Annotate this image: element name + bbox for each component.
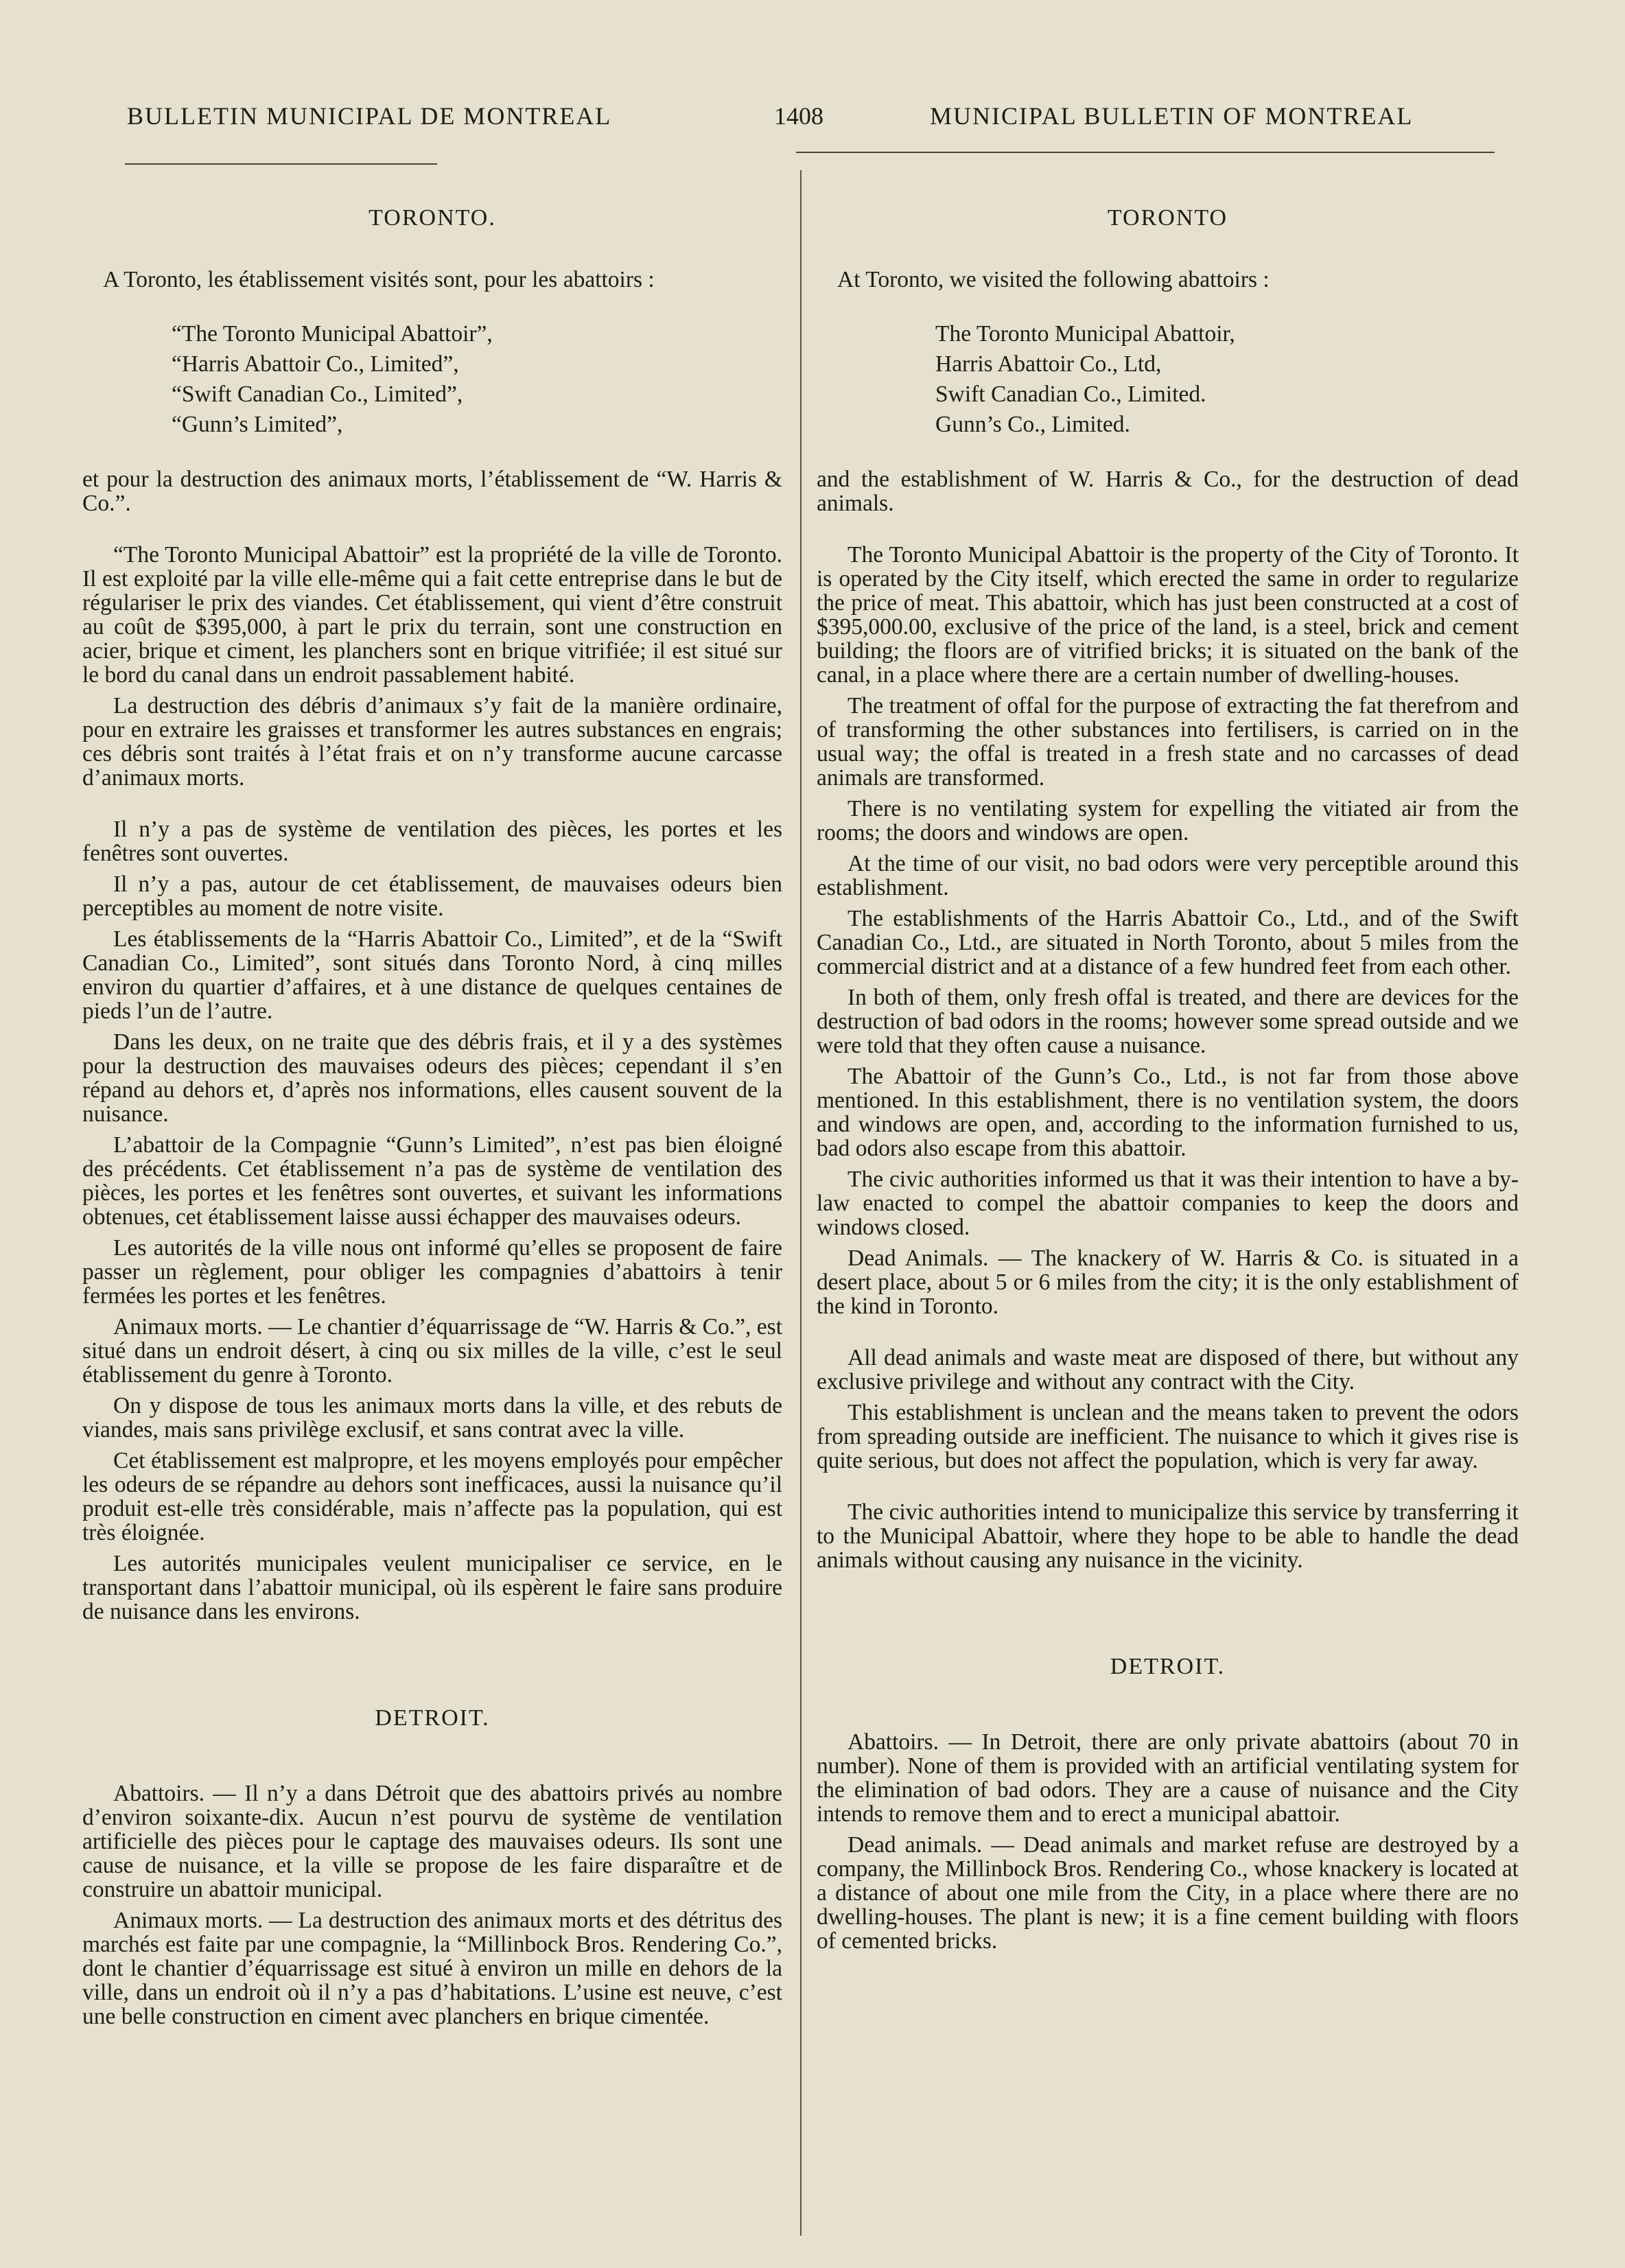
- french-column: [82, 206, 782, 2035]
- paragraph: Cet établissement est malpropre, et les moyens employés pour empêcher les odeurs de se répandre au dehors sont inefficaces, aussi la nuisance qu’il produit est-elle très considérable, mais n’affecte pas la population, qui est très éloignée.: [82, 1448, 782, 1545]
- paragraph: This establishment is unclean and the means taken to prevent the odors from spreading outside are inefficient. The nuisance to which it gives rise is quite serious, but does not affect the population, which is very far away.: [817, 1400, 1519, 1473]
- list-item: “Harris Abattoir Co., Limited”,: [172, 351, 459, 377]
- paragraph: Dans les deux, on ne traite que des débris frais, et il y a des systèmes pour la destruction des mauvaises odeurs des pièces; cependant il s’en répand au dehors et, d’après nos informations, elles causent souvent de la nuisance.: [82, 1029, 782, 1127]
- dead-animals-intro: and the establishment of W. Harris & Co., for the destruction of dead animals.: [817, 467, 1519, 516]
- paragraph: On y dispose de tous les animaux morts dans la ville, et des rebuts de viandes, mais sans privilège exclusif, et sans contrat avec la ville.: [82, 1393, 782, 1442]
- paragraph: The treatment of offal for the purpose of extracting the fat therefrom and of transforming the other substances into fertilisers, is carried on in the usual way; the offal is treated in a fresh state and no carcasses of dead animals are transformed.: [817, 693, 1519, 791]
- paragraph: All dead animals and waste meat are disposed of there, but without any exclusive privilege and without any contract with the City.: [817, 1345, 1519, 1394]
- abattoir-list: [82, 319, 782, 440]
- header-rule-left: [125, 163, 437, 165]
- paragraph: In both of them, only fresh offal is treated, and there are devices for the destruction of bad odors in the rooms; however some spread outside and we were told that they often cause a nuisance.: [817, 985, 1519, 1058]
- intro-paragraph: A Toronto, les établissement visités sont, pour les abattoirs :: [103, 267, 655, 292]
- list-item: The Toronto Municipal Abattoir,: [935, 321, 1235, 347]
- running-header-french: BULLETIN MUNICIPAL DE MONTREAL: [127, 102, 612, 130]
- paragraph: Les autorités de la ville nous ont informé qu’elles se proposent de faire passer un règlement, pour obliger les compagnies d’abattoirs à tenir fermées les portes et les fenêtres.: [82, 1235, 782, 1309]
- paragraph: Animaux morts. — La destruction des animaux morts et des détritus des marchés est faite par une compagnie, la “Millinbock Bros. Rendering Co.”, dont le chantier d’équarrissage est situé à environ un mille en dehors de la ville, dans un endroit où il n’y a pas d’habitations. L’usine est neuve, c’est une belle construction en ciment avec planchers en brique cimentée.: [82, 1908, 782, 2029]
- list-item: “Gunn’s Limited”,: [172, 412, 343, 437]
- intro-paragraph: At Toronto, we visited the following abattoirs :: [837, 267, 1270, 292]
- list-item: “The Toronto Municipal Abattoir”,: [172, 321, 493, 347]
- paragraph: There is no ventilating system for expelling the vitiated air from the rooms; the doors and windows are open.: [817, 796, 1519, 845]
- section-heading-toronto-en: TORONTO: [1107, 205, 1228, 231]
- paragraph: The civic authorities intend to municipalize this service by transferring it to the Municipal Abattoir, where they hope to be able to handle the dead animals without causing any nuisance in the vicinity.: [817, 1499, 1519, 1573]
- paragraph: Les établissements de la “Harris Abattoir Co., Limited”, et de la “Swift Canadian Co., Limited”, sont situés dans Toronto Nord, à cinq milles environ du quartier d’affaires, et à une distance de quelques centaines de pieds l’un de l’autre.: [82, 926, 782, 1024]
- list-item: Harris Abattoir Co., Ltd,: [935, 351, 1162, 377]
- running-header-english: MUNICIPAL BULLETIN OF MONTREAL: [930, 102, 1414, 130]
- paragraph: L’abattoir de la Compagnie “Gunn’s Limited”, n’est pas bien éloigné des précédents. Cet établissement n’a pas de système de ventilation des pièces, les portes et les fenêtres sont ouvertes, et suivant les informations obtenues, cet établissement laisse aussi échapper des mauvaises odeurs.: [82, 1132, 782, 1230]
- paragraph: Les autorités municipales veulent municipaliser ce service, en le transportant dans l’abattoir municipal, où ils espèrent le faire sans produire de nuisance dans les environs.: [82, 1551, 782, 1624]
- list-item: Swift Canadian Co., Limited.: [935, 382, 1206, 407]
- paragraph: The civic authorities informed us that it was their intention to have a by-law enacted to compel the abattoir companies to keep the doors and windows closed.: [817, 1167, 1519, 1240]
- page-number: 1408: [774, 102, 823, 130]
- paragraph: Animaux morts. — Le chantier d’équarrissage de “W. Harris & Co.”, est situé dans un endroit désert, à cinq ou six milles de la ville, c’est le seul établissement du genre à Toronto.: [82, 1314, 782, 1388]
- header-rule-right: [796, 152, 1495, 153]
- paragraph: Il n’y a pas, autour de cet établissement, de mauvaises odeurs bien perceptibles au moment de notre visite.: [82, 872, 782, 921]
- paragraph: “The Toronto Municipal Abattoir” est la propriété de la ville de Toronto. Il est exploité par la ville elle-même qui a fait cette entreprise dans le but de régulariser le prix des viandes. Cet établissement, qui vient d’être construit au coût de $395,000, à part le prix du terrain, sont une construction en acier, brique et ciment, les planchers sont en brique vitrifiée; il est situé sur le bord du canal dans un endroit passablement habité.: [82, 542, 782, 688]
- english-column: [817, 206, 1519, 1960]
- paragraph: The establishments of the Harris Abattoir Co., Ltd., and of the Swift Canadian Co., Ltd., are situated in North Toronto, about 5 miles from the commercial district and at a distance of a few hundred feet from each other.: [817, 906, 1519, 979]
- paragraph: The Toronto Municipal Abattoir is the property of the City of Toronto. It is operated by the City itself, which erected the same in order to regularize the price of meat. This abattoir, which has just been constructed at a cost of $395,000.00, exclusive of the price of the land, is a steel, brick and cement building; the floors are of vitrified bricks; it is situated on the bank of the canal, in a place where there are a certain number of dwelling-houses.: [817, 542, 1519, 688]
- abattoir-list: [817, 319, 1519, 440]
- paragraph: La destruction des débris d’animaux s’y fait de la manière ordinaire, pour en extraire les graisses et transformer les autres substances en engrais; ces débris sont traités à l’état frais et on n’y transforme aucune carcasse d’animaux morts.: [82, 693, 782, 791]
- list-item: “Swift Canadian Co., Limited”,: [172, 382, 463, 407]
- list-item: Gunn’s Co., Limited.: [935, 412, 1130, 437]
- section-heading-detroit-en: DETROIT.: [1110, 1654, 1226, 1679]
- paragraph: At the time of our visit, no bad odors were very perceptible around this establishment.: [817, 851, 1519, 900]
- paragraph: Abattoirs. — Il n’y a dans Détroit que des abattoirs privés au nombre d’environ soixante-dix. Aucun n’est pourvu de système de ventilation artificielle des pièces pour le captage des mauvaises odeurs. Ils sont une cause de nuisance, et la ville se propose de les faire disparaître et de construire un abattoir municipal.: [82, 1781, 782, 1902]
- paragraph: Dead Animals. — The knackery of W. Harris & Co. is situated in a desert place, about 5 or 6 miles from the city; it is the only establishment of the kind in Toronto.: [817, 1246, 1519, 1319]
- paragraph: Il n’y a pas de système de ventilation des pièces, les portes et les fenêtres sont ouvertes.: [82, 817, 782, 866]
- dead-animals-intro: et pour la destruction des animaux morts, l’établissement de “W. Harris & Co.”.: [82, 467, 782, 516]
- section-heading-toronto-fr: TORONTO.: [369, 205, 496, 231]
- section-heading-detroit-fr: DETROIT.: [375, 1705, 490, 1731]
- paragraph: The Abattoir of the Gunn’s Co., Ltd., is not far from those above mentioned. In this establishment, there is no ventilation system, the doors and windows are open, and, according to the information furnished to us, bad odors also escape from this abattoir.: [817, 1064, 1519, 1161]
- paragraph: Dead animals. — Dead animals and market refuse are destroyed by a company, the Millinbock Bros. Rendering Co., whose knackery is located at a distance of about one mile from the City, in a place where there are no dwelling-houses. The plant is new; it is a fine cement building with floors of cemented bricks.: [817, 1832, 1519, 1954]
- column-divider: [800, 170, 802, 2236]
- paragraph: Abattoirs. — In Detroit, there are only private abattoirs (about 70 in number). None of them is provided with an artificial ventilating system for the elimination of bad odors. They are a cause of nuisance and the City intends to remove them and to erect a municipal abattoir.: [817, 1729, 1519, 1827]
